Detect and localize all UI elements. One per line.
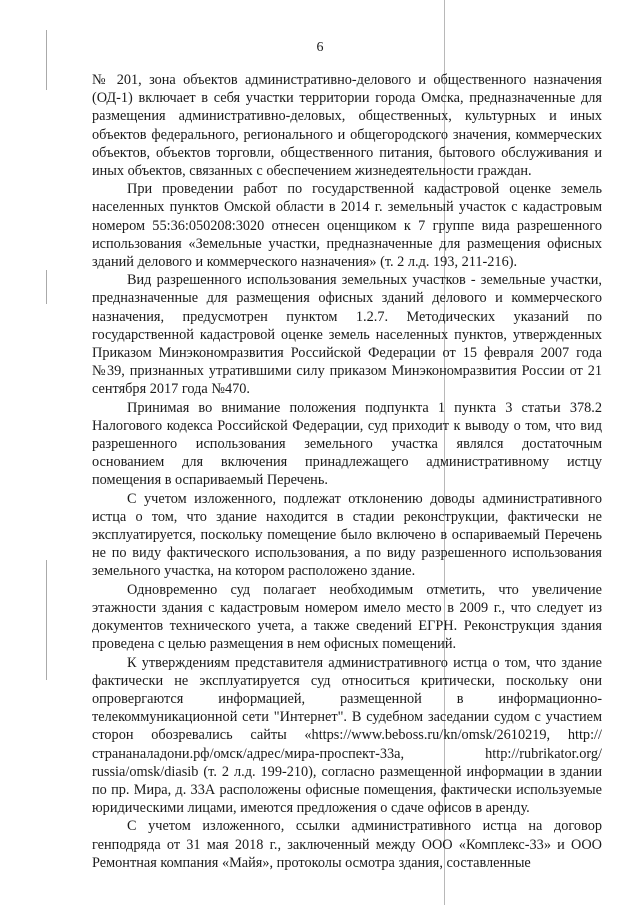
paragraph: Одновременно суд полагает необходимым отметить, что увеличение этажности здания с кадастровым номером имело место в 2009 г., что следует из документов технического учета, а также сведений ЕГРН. Реконструкция здания проведена с целью размещения в нем офисных помещений. bbox=[92, 581, 602, 653]
paragraph: С учетом изложенного, ссылки административного истца на договор генподряда от 31 мая 2018 г., заключенный между ООО «Комплекс-33» и ООО Ремонтная компания «Майя», протоколы осмотра здания, составленные bbox=[92, 818, 602, 871]
paragraph: С учетом изложенного, подлежат отклонению доводы административного истца о том, что здание находится в стадии реконструкции, фактически не эксплуатируется, поскольку помещение было включено в оспариваемый Перечень не по виду фактического использования, а по виду разрешенного использования земельного участка, на котором расположено здание. bbox=[92, 490, 602, 580]
paragraph: № 201, зона объектов административно-делового и общественного назначения (ОД-1) включает в себя участки территории города Омска, предназначенные для размещения административно-деловых, общественных, культурных и иных объектов федерального, регионального и общегородского значения, коммерческих объектов, объектов торговли, общественного питания, бытового обслуживания и иных объектов, связанных с обеспечением жизнедеятельности граждан. bbox=[92, 72, 602, 180]
scan-margin-mark bbox=[46, 560, 47, 680]
paragraph: Вид разрешенного использования земельных участков - земельные участки, предназначенные для размещения офисных зданий делового и коммерческого назначения, предусмотрен пунктом 1.2.7. Методических указаний по государственной кадастровой оценке земель населенных пунктов, утвержденных Приказом Минэкономразвития Российской Федерации от 15 февраля 2007 года №39, признанных утратившими силу приказом Минэкономразвития России от 21 сентября 2017 года №470. bbox=[92, 272, 602, 398]
scan-margin-mark bbox=[46, 270, 47, 304]
paragraph: При проведении работ по государственной кадастровой оценке земель населенных пунктов Омской области в 2014 г. земельный участок с кадастровым номером 55:36:050208:3020 отнесен оценщиком к 7 группе вида разрешенного использования «Земельные участки, предназначенные для размещения офисных зданий делового и коммерческого назначения» (т. 2 л.д. 193, 211-216). bbox=[92, 181, 602, 271]
page-number: 6 bbox=[316, 40, 324, 55]
document-body bbox=[92, 71, 602, 872]
paragraph: К утверждениям представителя административного истца о том, что здание фактически не эксплуатируется суд относиться критически, поскольку они опровергаются информацией, размещенной в информационно-телекоммуникационной сети "Интернет". В судебном заседании судом с участием сторон обозревались сайты «https://www.beboss.ru/kn/omsk/2610219, http://странаналадони.рф/омск/адрес/мира-проспект-33а, http://rubrikator.org/ russia/omsk/diasib (т. 2 л.д. 199-210), согласно размещенной информации в здании по пр. Мира, д. 33А расположены офисные помещения, фактически используемые юридическими лицами, имеются предложения о сдаче офисов в аренду. bbox=[92, 654, 602, 817]
paragraph: Принимая во внимание положения подпункта 1 пункта 3 статьи 378.2 Налогового кодекса Российской Федерации, суд приходит к выводу о том, что вид разрешенного использования земельного участка являлся достаточным основанием для включения принадлежащего административному истцу помещения в оспариваемый Перечень. bbox=[92, 399, 602, 489]
scan-margin-mark bbox=[46, 30, 47, 90]
